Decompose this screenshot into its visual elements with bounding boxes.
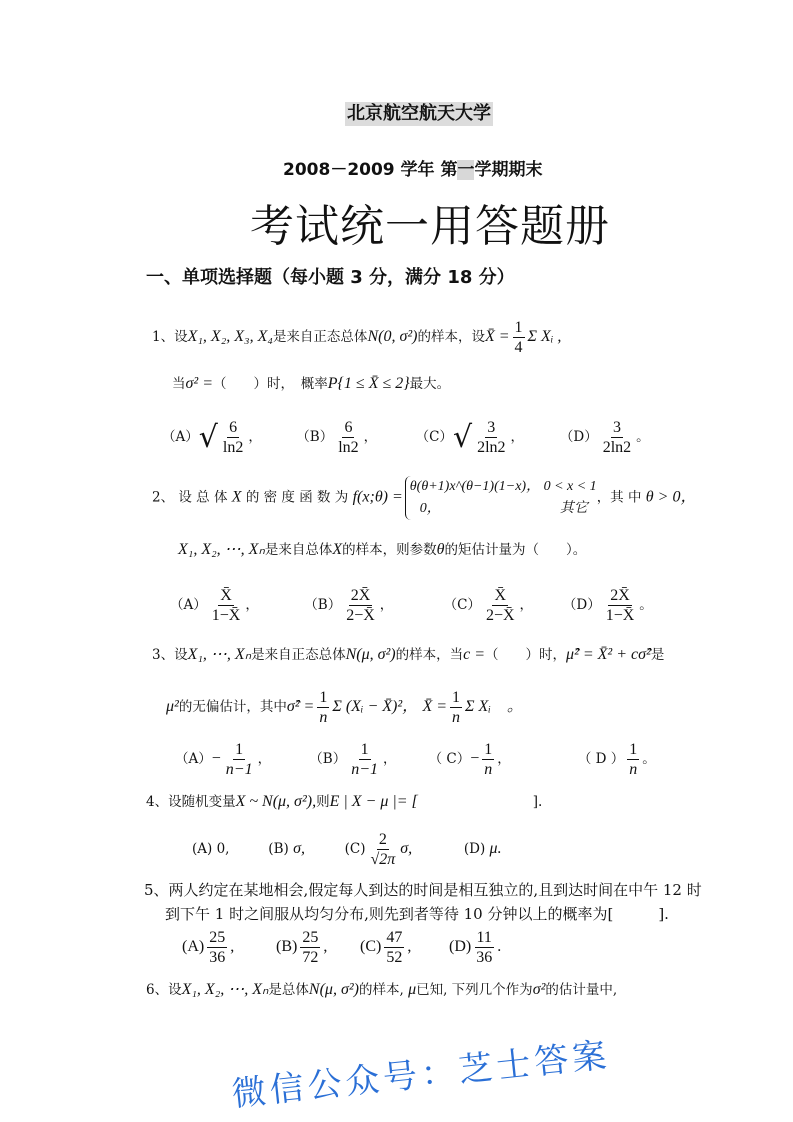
text: σ, (400, 840, 413, 857)
radical-sign: √ (198, 419, 218, 455)
text: 6、设 (146, 982, 182, 998)
text: c = (463, 646, 486, 663)
text: 3、设 (152, 647, 188, 663)
text: ]. (532, 794, 543, 810)
fraction (224, 740, 255, 779)
text: 1 (452, 689, 461, 706)
text: 当 (172, 376, 186, 392)
math-part (453, 418, 511, 457)
text: 2−X̄ (485, 607, 515, 624)
text: 2−X̄ (346, 607, 375, 624)
text: n−1 (351, 761, 379, 778)
radical-sign: √ (452, 419, 473, 455)
fraction (336, 418, 360, 457)
text: 是 (650, 647, 665, 663)
term-text: 2008－2009 学年 第 (283, 160, 458, 180)
text: X ~ N(μ, σ²), (235, 793, 317, 810)
text: ， (510, 429, 525, 445)
text: Σ (Xᵢ − X̄)²， (332, 698, 419, 715)
q5-line1: 5、两人约定在某地相会,假定每人到达的时间是相互独立的,且到达时间在中午 12 时 (144, 881, 702, 899)
text: 2X̄ (350, 587, 371, 604)
q2-line2 (178, 540, 586, 560)
text: √2π (370, 851, 396, 868)
q4-option-d (464, 839, 502, 859)
fraction (475, 418, 507, 457)
text: 1−X̄ (211, 607, 241, 624)
text: 1、设 (152, 329, 188, 345)
q2-option-d (563, 586, 653, 625)
text: ，其 中 (596, 489, 642, 506)
text: μ̂² = X̄² + cσ̂² (566, 646, 651, 663)
text: ， (497, 751, 511, 767)
q2-option-b (304, 586, 439, 625)
text: 。 (636, 429, 650, 445)
text: 1 (514, 319, 523, 336)
text: Σ Xᵢ 。 (465, 698, 523, 715)
math: X₁, X₂, X₃, X₄ (187, 328, 273, 345)
text: ， (519, 597, 534, 613)
fraction (344, 586, 377, 625)
math: X (231, 488, 242, 506)
q3-option-d (578, 740, 656, 779)
text: E | X − μ |= [ (329, 793, 418, 810)
piecewise (405, 476, 597, 520)
text: X̄ (220, 587, 232, 604)
text: （C） (443, 597, 481, 613)
q4-option-a: (A) 0, (192, 841, 230, 857)
q4-options (192, 830, 502, 869)
text: （B） (304, 597, 342, 613)
watermark: 微信公众号：芝士答案 (230, 1035, 613, 1115)
text: 25 (209, 929, 226, 946)
text: N(μ, σ²) (345, 646, 396, 663)
text: n−1 (225, 761, 253, 778)
text: σ, (293, 840, 305, 857)
text: （A） (162, 429, 199, 445)
q5-option-a (182, 928, 272, 967)
fraction (210, 586, 243, 625)
text: （A） (170, 597, 207, 613)
q3-option-c (429, 740, 574, 779)
text: 3 (487, 419, 496, 436)
q1-option-d (560, 418, 650, 457)
text: 11 (476, 929, 492, 946)
q5-option-b (276, 928, 356, 967)
text: 72 (302, 949, 319, 966)
math: X (332, 541, 343, 558)
text: 2 (378, 831, 387, 848)
q2-line1 (152, 476, 696, 520)
text: ， (379, 597, 394, 613)
fraction (484, 586, 517, 625)
fraction (368, 830, 397, 869)
q1-options (162, 418, 650, 457)
text: 是来自总体 (264, 542, 333, 558)
q3-option-b (309, 740, 424, 779)
text: X₁, ⋯, Xₙ (187, 646, 252, 663)
document-title: 考试统一用答题册 (250, 201, 610, 252)
q1-option-a (162, 418, 292, 457)
text: 是来自正态总体 (272, 329, 368, 345)
text: , (230, 938, 235, 956)
text: (C) (360, 938, 382, 956)
q1-option-b (296, 418, 411, 457)
q1-line2 (172, 374, 450, 394)
q3-line1 (152, 645, 664, 665)
q5-option-d (449, 928, 501, 967)
text: μ (408, 981, 417, 998)
fraction (450, 688, 462, 727)
q4-option-c (345, 830, 460, 869)
university-name: 北京航空航天大学 (347, 103, 491, 124)
text: 已知, 下列几个作为 (416, 982, 533, 998)
math: f(x;θ) = (352, 488, 403, 506)
text: 的 密 度 函 数 为 (245, 489, 349, 506)
text: 1 (360, 741, 369, 758)
text: （B） (296, 429, 334, 445)
math: θ (436, 541, 445, 558)
text: 的样本，则参数 (342, 542, 437, 558)
text: ， (257, 751, 272, 767)
text: n (629, 761, 638, 778)
text: （A） (175, 751, 212, 767)
q2-options (170, 586, 653, 625)
fraction (300, 928, 320, 967)
text: . (497, 938, 502, 956)
math: X₁, X₂, ⋯, Xₙ (178, 541, 265, 558)
fraction (482, 740, 494, 779)
text: N(μ, σ²) (308, 981, 359, 998)
text: (C) (344, 841, 366, 857)
text: (D) (463, 841, 486, 857)
text: 4、设随机变量 (146, 794, 236, 810)
text: 1−X̄ (605, 607, 635, 624)
q3-line2 (166, 688, 523, 727)
section-heading: 一、单项选择题（每小题 3 分，满分 18 分） (146, 267, 515, 288)
q3-option-a (175, 740, 305, 779)
text: （B） (309, 751, 347, 767)
text: 36 (476, 949, 493, 966)
text: ， (248, 429, 262, 445)
fraction (604, 586, 637, 625)
text: 4 (514, 339, 523, 356)
text: 36 (209, 949, 226, 966)
text: (D) (449, 938, 472, 956)
text: 0， 其它 (419, 501, 588, 516)
text: 是来自正态总体 (251, 647, 346, 663)
math: θ > 0， (645, 488, 697, 506)
q5-line2: 到下午 1 时之间服从均匀分布,则先到者等待 10 分钟以上的概率为[ ]. (165, 905, 669, 923)
text: (A) (182, 938, 205, 956)
text: 2ln2 (602, 439, 632, 456)
fraction (349, 740, 380, 779)
q5-options (182, 928, 501, 967)
text: （C） (415, 429, 453, 445)
text: X̄ = (422, 698, 448, 715)
text: 的估计量中, (545, 982, 618, 998)
text: （D） (562, 597, 601, 613)
text: − (470, 750, 480, 767)
text: n (452, 709, 461, 726)
text: （ D ） (577, 751, 625, 767)
text: 47 (386, 929, 403, 946)
math: Σ Xᵢ , (527, 328, 562, 345)
text: n (484, 761, 493, 778)
fraction (627, 740, 639, 779)
text: 3 (612, 419, 621, 436)
text: ， (383, 751, 397, 767)
fraction (384, 928, 404, 967)
text: 。 (642, 751, 656, 767)
text: σ² (532, 981, 546, 998)
term-highlight: 一 (457, 160, 475, 180)
text: 2X̄ (610, 587, 630, 604)
text: , (407, 938, 412, 956)
text: 。 (639, 597, 653, 613)
fraction (601, 418, 633, 457)
text: ， (245, 597, 259, 613)
text: μ. (489, 840, 502, 857)
q5-option-c (360, 928, 445, 967)
math-part (199, 418, 249, 457)
math: P{1 ≤ X̄ ≤ 2} (327, 375, 410, 392)
text: ， (363, 429, 378, 445)
fraction (221, 418, 245, 457)
text: 1 (319, 689, 328, 706)
term-line (283, 160, 542, 180)
fraction (207, 928, 227, 967)
text: 的无偏估计，其中 (178, 699, 287, 715)
text: 1 (629, 741, 638, 758)
text: μ² (166, 698, 179, 715)
q1-line1 (152, 318, 561, 357)
text: 1 (235, 741, 244, 758)
q1-option-c (416, 418, 556, 457)
q2-option-a (170, 586, 300, 625)
q4-line1 (146, 792, 542, 812)
text: ln2 (338, 439, 359, 456)
term-text-end: 学期期末 (474, 160, 543, 180)
text: 是总体 (268, 982, 309, 998)
q3-options (175, 740, 656, 779)
math: σ² = (185, 375, 213, 392)
text: 的样本, (358, 982, 404, 998)
text: (B) (268, 841, 289, 857)
text: 的样本，当 (395, 647, 464, 663)
text: （D） (559, 429, 598, 445)
text: (B) (276, 938, 298, 956)
text: σ̂² = (286, 698, 315, 715)
text: , (323, 938, 328, 956)
text: 2ln2 (477, 439, 506, 456)
text: X̄ (494, 587, 506, 604)
fraction (317, 688, 329, 727)
fraction (474, 928, 494, 967)
text: （ C） (428, 751, 471, 767)
fraction (513, 318, 525, 357)
text: 则 (316, 794, 330, 810)
text: θ(θ+1)x^(θ−1)(1−x)， 0 < x < 1 (409, 479, 597, 494)
text: − (211, 750, 221, 767)
text: X₁, X₂, ⋯, Xₙ (181, 981, 269, 998)
text: （ ）时， (485, 647, 567, 663)
text: 6 (344, 419, 353, 436)
text: 6 (229, 419, 238, 436)
q4-option-b (268, 839, 340, 859)
q6-line1 (146, 980, 617, 1000)
text: 的样本，设 (417, 329, 485, 345)
q2-option-c (444, 586, 559, 625)
text: （ ）时， 概率 (212, 376, 328, 392)
text: 1 (484, 741, 493, 758)
text: n (319, 709, 328, 726)
text: 2、 设 总 体 (152, 489, 228, 506)
text: 25 (302, 929, 319, 946)
text: 最大。 (409, 376, 451, 392)
text: ln2 (222, 439, 244, 456)
math: N(0, σ²) (367, 328, 418, 345)
text: 52 (386, 949, 403, 966)
math: X̄ = (484, 328, 510, 345)
text: 的矩估计量为（ ）。 (444, 542, 587, 558)
